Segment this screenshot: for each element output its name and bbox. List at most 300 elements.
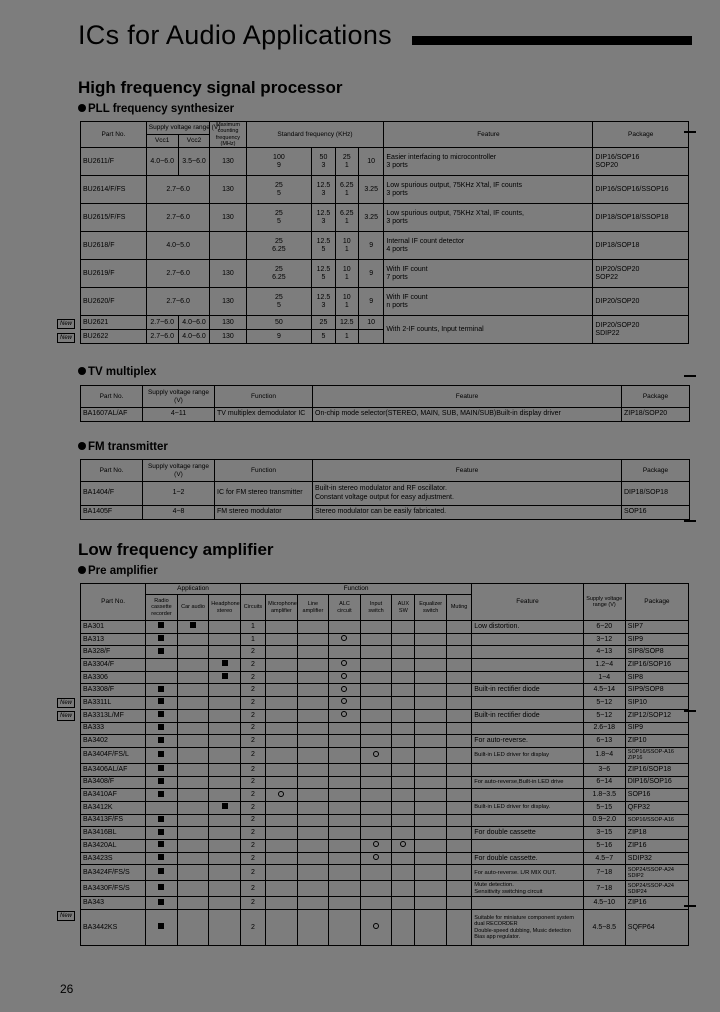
function-mark (446, 621, 471, 634)
part-no-text: BA3442KS (83, 923, 118, 931)
feature (472, 789, 583, 802)
function-mark (360, 840, 392, 853)
function-mark (266, 865, 298, 881)
supply: 5~12 (583, 697, 625, 710)
application-mark (146, 897, 178, 910)
application-mark (209, 827, 241, 840)
max-count: 130 (210, 316, 246, 330)
std-freq: 25 (312, 316, 335, 330)
application-mark (177, 621, 209, 634)
function-mark (297, 801, 329, 814)
feature: With IF count n ports (384, 288, 593, 316)
feature (472, 897, 583, 910)
circuits: 2 (240, 671, 265, 684)
function-mark (360, 646, 392, 659)
function-mark (266, 840, 298, 853)
function-mark (360, 814, 392, 827)
pre-col-package: Package (625, 584, 688, 621)
tv-row (81, 408, 690, 422)
circle-icon (341, 711, 347, 717)
part-no (81, 148, 147, 176)
package: SOP16/SSOP-A16 (625, 814, 688, 827)
filled-square-icon (158, 711, 164, 717)
pre-row (81, 852, 689, 865)
function-mark (392, 671, 415, 684)
circle-icon (373, 841, 379, 847)
application-mark (177, 814, 209, 827)
std-freq: 6.25 1 (335, 204, 358, 232)
function-mark (446, 735, 471, 748)
part-no (81, 776, 146, 789)
function-mark (446, 646, 471, 659)
pre-col-line: Line amplifier (297, 595, 329, 621)
application-mark (146, 633, 178, 646)
part-no-text: BA3424F/FS/S (83, 868, 130, 876)
application-mark (146, 865, 178, 881)
pre-row (81, 840, 689, 853)
circle-icon (341, 673, 347, 679)
function-mark (446, 789, 471, 802)
fm-heading (78, 441, 168, 453)
application-mark (209, 910, 241, 946)
function-mark (266, 801, 298, 814)
function-mark (360, 763, 392, 776)
part-no (81, 789, 146, 802)
circuits: 2 (240, 697, 265, 710)
circuits: 2 (240, 722, 265, 735)
pll-col-supply: Supply voltage range (V) (146, 122, 210, 135)
margin-mark (684, 375, 696, 377)
part-no (60, 316, 147, 330)
tv-heading (78, 366, 156, 378)
feature: For auto-reverse. L/R MIX OUT. (472, 865, 583, 881)
application-mark (177, 852, 209, 865)
supply: 3~6 (583, 763, 625, 776)
package: DIP18/SOP18/SSOP18 (593, 204, 689, 232)
application-mark (209, 684, 241, 697)
filled-square-icon (158, 923, 164, 929)
supply-vcc1: 2.7~6.0 (146, 330, 178, 344)
application-mark (177, 827, 209, 840)
function-mark (329, 789, 361, 802)
tv-table (80, 385, 690, 422)
supply: 6~14 (583, 776, 625, 789)
feature: With 2-IF counts, Input terminal (384, 316, 593, 344)
function-mark (329, 621, 361, 634)
function-mark (415, 659, 447, 672)
package: SQFP64 (625, 910, 688, 946)
feature: Suitable for miniature component system dual RECORDER Double-speed dubbing, Music detection Bias app regulator. (472, 910, 583, 946)
circuits: 2 (240, 840, 265, 853)
filled-square-icon (158, 816, 164, 822)
function-mark (446, 722, 471, 735)
application-mark (146, 747, 178, 763)
application-mark (177, 684, 209, 697)
function-mark (360, 633, 392, 646)
function-mark (446, 684, 471, 697)
part-no (81, 633, 146, 646)
std-freq: 9 (358, 260, 383, 288)
fm-col-package: Package (622, 460, 690, 482)
filled-square-icon (158, 841, 164, 847)
fm-heading-text: FM transmitter (88, 441, 168, 453)
circuits: 2 (240, 709, 265, 722)
function-mark (392, 684, 415, 697)
supply-vcc2: 3.5~6.0 (178, 148, 210, 176)
application-mark (177, 709, 209, 722)
filled-square-icon (158, 737, 164, 743)
std-freq: 12.5 3 (312, 176, 335, 204)
application-mark (209, 840, 241, 853)
circle-icon (373, 923, 379, 929)
supply-vcc1: 2.7~6.0 (146, 176, 210, 204)
package: SDIP32 (625, 852, 688, 865)
filled-square-icon (158, 698, 164, 704)
std-freq: 25 6.25 (246, 260, 312, 288)
supply: 6~13 (583, 735, 625, 748)
supply: 2.6~18 (583, 722, 625, 735)
function-mark (329, 801, 361, 814)
feature (472, 697, 583, 710)
filled-square-icon (158, 622, 164, 628)
function-mark (297, 881, 329, 897)
application-mark (146, 697, 178, 710)
application-mark (146, 789, 178, 802)
function-mark (415, 722, 447, 735)
part-no-text: BA3420AL (83, 841, 117, 849)
function-mark (297, 763, 329, 776)
circle-icon (400, 841, 406, 847)
fm-col-supply: Supply voltage range (V) (143, 460, 215, 482)
function-mark (360, 735, 392, 748)
bullet-icon (78, 566, 86, 574)
feature: For double cassette (472, 827, 583, 840)
feature (472, 633, 583, 646)
function-mark (415, 814, 447, 827)
bullet-icon (78, 367, 86, 375)
function-mark (392, 801, 415, 814)
function-mark (329, 747, 361, 763)
supply-vcc1: 4.0~5.0 (146, 232, 210, 260)
pre-row (81, 801, 689, 814)
function-mark (266, 827, 298, 840)
application-mark (209, 852, 241, 865)
tv-col-package: Package (622, 386, 690, 408)
package: SIP8 (625, 671, 688, 684)
circuits: 2 (240, 684, 265, 697)
supply: 4~11 (143, 408, 215, 422)
function-mark (415, 881, 447, 897)
function-mark (297, 840, 329, 853)
function-mark (266, 852, 298, 865)
application-mark (146, 763, 178, 776)
function-mark (360, 910, 392, 946)
filled-square-icon (158, 884, 164, 890)
package: ZIP18 (625, 827, 688, 840)
supply-vcc1: 2.7~6.0 (146, 288, 210, 316)
feature: Internal IF count detector 4 ports (384, 232, 593, 260)
package: SIP9 (625, 633, 688, 646)
function-mark (392, 709, 415, 722)
function-mark (297, 709, 329, 722)
std-freq: 1 (335, 330, 358, 344)
part-no-text: BA301 (83, 622, 105, 630)
pll-col-part: Part No. (81, 122, 147, 148)
supply: 4.5~7 (583, 852, 625, 865)
std-freq: 12.5 3 (312, 204, 335, 232)
pre-row (81, 827, 689, 840)
std-freq: 9 (246, 330, 312, 344)
package: SOP24/SSOP-A24 SDIP24 (625, 881, 688, 897)
std-freq: 3.25 (358, 176, 383, 204)
pll-row (81, 232, 689, 260)
function-mark (360, 801, 392, 814)
pre-row (81, 747, 689, 763)
function-mark (415, 852, 447, 865)
section-heading-hf: High frequency signal processor (78, 78, 343, 97)
function-mark (329, 910, 361, 946)
filled-square-icon (158, 765, 164, 771)
page-number: 26 (60, 982, 74, 996)
new-badge: New (57, 711, 75, 721)
filled-square-icon (190, 622, 196, 628)
tv-heading-text: TV multiplex (88, 366, 157, 378)
pre-heading-text: Pre amplifier (88, 565, 158, 577)
part-no-text: BA3402 (83, 737, 108, 744)
pre-table (60, 583, 689, 946)
function-mark (266, 814, 298, 827)
pre-row (81, 684, 689, 697)
package: QFP32 (625, 801, 688, 814)
function-mark (446, 881, 471, 897)
function-mark (329, 852, 361, 865)
package: DIP20/SOP20 (593, 288, 689, 316)
std-freq: 100 9 (246, 148, 312, 176)
pll-row (81, 204, 689, 232)
application-mark (146, 814, 178, 827)
pre-col-eq: Equalizer switch (415, 595, 447, 621)
part-no (60, 910, 146, 946)
std-freq: 25 6.25 (246, 232, 312, 260)
function-mark (415, 801, 447, 814)
feature: With IF count 7 ports (384, 260, 593, 288)
supply: 1.2~4 (583, 659, 625, 672)
part-no (81, 852, 146, 865)
function-mark (360, 789, 392, 802)
feature (472, 814, 583, 827)
margin-mark (684, 131, 696, 133)
part-no (81, 881, 146, 897)
circuits: 1 (240, 633, 265, 646)
function-mark (415, 840, 447, 853)
application-mark (177, 747, 209, 763)
feature: Low spurious output, 75KHz X'tal, IF counts, 3 ports (384, 204, 593, 232)
function-mark (415, 865, 447, 881)
part-no-text: BA3404F/FS/L (83, 751, 129, 759)
part-no-text: BA328/F (83, 648, 111, 656)
function-mark (415, 897, 447, 910)
function-mark (266, 646, 298, 659)
function-mark (392, 789, 415, 802)
application-mark (146, 646, 178, 659)
bullet-icon (78, 442, 86, 450)
package: SIP9/SOP8 (625, 684, 688, 697)
application-mark (177, 865, 209, 881)
function-mark (329, 827, 361, 840)
pre-col-circuits: Circuits (240, 595, 265, 621)
function-mark (446, 827, 471, 840)
max-count: 130 (210, 148, 246, 176)
pre-col-radio: Radio cassette recorder (146, 595, 178, 621)
function-mark (392, 840, 415, 853)
supply: 7~18 (583, 881, 625, 897)
part-no-text: BA3412K (83, 803, 113, 811)
std-freq: 50 (246, 316, 312, 330)
part-no (81, 204, 147, 232)
part-no (81, 176, 147, 204)
function-mark (360, 897, 392, 910)
function-mark (392, 827, 415, 840)
part-no-text: BA3313L/MF (83, 711, 124, 719)
function-mark (392, 776, 415, 789)
part-no-text: BA3306 (83, 673, 108, 681)
circuits: 2 (240, 881, 265, 897)
supply-vcc1: 4.0~6.0 (146, 148, 178, 176)
supply-vcc1: 2.7~6.0 (146, 316, 178, 330)
part-no-text: BA3416BL (83, 829, 117, 837)
application-mark (177, 646, 209, 659)
application-mark (177, 881, 209, 897)
application-mark (177, 697, 209, 710)
circuits: 2 (240, 763, 265, 776)
feature (472, 840, 583, 853)
function-mark (360, 865, 392, 881)
circle-icon (341, 635, 347, 641)
application-mark (209, 633, 241, 646)
pll-row (81, 288, 689, 316)
filled-square-icon (222, 673, 228, 679)
function-mark (266, 897, 298, 910)
part-no-text: BA3410AF (83, 791, 117, 799)
function-mark (329, 722, 361, 735)
function-mark (446, 709, 471, 722)
function-mark (392, 910, 415, 946)
part-no-text: BA3311L (83, 698, 112, 706)
function-mark (297, 789, 329, 802)
filled-square-icon (158, 724, 164, 730)
application-mark (177, 763, 209, 776)
function-mark (360, 621, 392, 634)
application-mark (146, 776, 178, 789)
std-freq: 6.25 1 (335, 176, 358, 204)
pre-col-application: Application (146, 584, 241, 595)
filled-square-icon (158, 899, 164, 905)
fm-row (81, 506, 690, 520)
function-mark (266, 789, 298, 802)
function-mark (446, 671, 471, 684)
application-mark (177, 776, 209, 789)
function-mark (297, 633, 329, 646)
pll-col-maxcount-text: Maximum counting frequency (MHz) (215, 122, 241, 147)
pre-row (81, 633, 689, 646)
std-freq: 10 (358, 316, 383, 330)
feature: Stereo modulator can be easily fabricated. (313, 506, 622, 520)
function-mark (329, 776, 361, 789)
section-heading-lf: Low frequency amplifier (78, 540, 274, 559)
pll-table (60, 121, 689, 344)
fm-table (80, 459, 690, 520)
function-mark (415, 697, 447, 710)
package: DIP20/SOP20 SDIP22 (593, 316, 689, 344)
pre-row (81, 621, 689, 634)
std-freq: 50 3 (312, 148, 335, 176)
part-no (81, 260, 147, 288)
function-mark (392, 697, 415, 710)
function-mark (360, 776, 392, 789)
supply: 4.5~14 (583, 684, 625, 697)
std-freq: 9 (358, 288, 383, 316)
function-mark (446, 763, 471, 776)
package: SIP9 (625, 722, 688, 735)
application-mark (146, 840, 178, 853)
part-no (60, 709, 146, 722)
application-mark (209, 659, 241, 672)
feature (472, 646, 583, 659)
std-freq (358, 330, 383, 344)
filled-square-icon (222, 660, 228, 666)
application-mark (209, 865, 241, 881)
package: ZIP10 (625, 735, 688, 748)
feature: Built-in LED driver for display (472, 747, 583, 763)
circuits: 2 (240, 865, 265, 881)
supply: 1~4 (583, 671, 625, 684)
max-count: 130 (210, 176, 246, 204)
pre-row (81, 646, 689, 659)
function-mark (392, 747, 415, 763)
feature (472, 671, 583, 684)
circle-icon (341, 698, 347, 704)
application-mark (146, 709, 178, 722)
part-no-text: BA333 (83, 724, 105, 732)
supply-vcc2: 4.0~6.0 (178, 330, 210, 344)
application-mark (146, 910, 178, 946)
package: SOP16 (622, 506, 690, 520)
function-mark (329, 840, 361, 853)
function-mark (360, 852, 392, 865)
supply: 1.8~4 (583, 747, 625, 763)
function-mark (392, 646, 415, 659)
std-freq: 10 (358, 148, 383, 176)
function-mark (266, 659, 298, 672)
function-mark (297, 659, 329, 672)
function-mark (329, 697, 361, 710)
std-freq: 10 1 (335, 232, 358, 260)
fm-col-part: Part No. (81, 460, 143, 482)
std-freq: 10 1 (335, 288, 358, 316)
pre-row (81, 735, 689, 748)
margin-mark (684, 710, 696, 712)
function: FM stereo modulator (215, 506, 313, 520)
pre-row (81, 659, 689, 672)
function-mark (329, 671, 361, 684)
function-mark (266, 697, 298, 710)
pre-col-car: Car audio (177, 595, 209, 621)
pll-col-vcc2: Vcc2 (178, 135, 210, 148)
filled-square-icon (158, 635, 164, 641)
function-mark (415, 646, 447, 659)
circle-icon (373, 751, 379, 757)
pre-col-feature: Feature (472, 584, 583, 621)
